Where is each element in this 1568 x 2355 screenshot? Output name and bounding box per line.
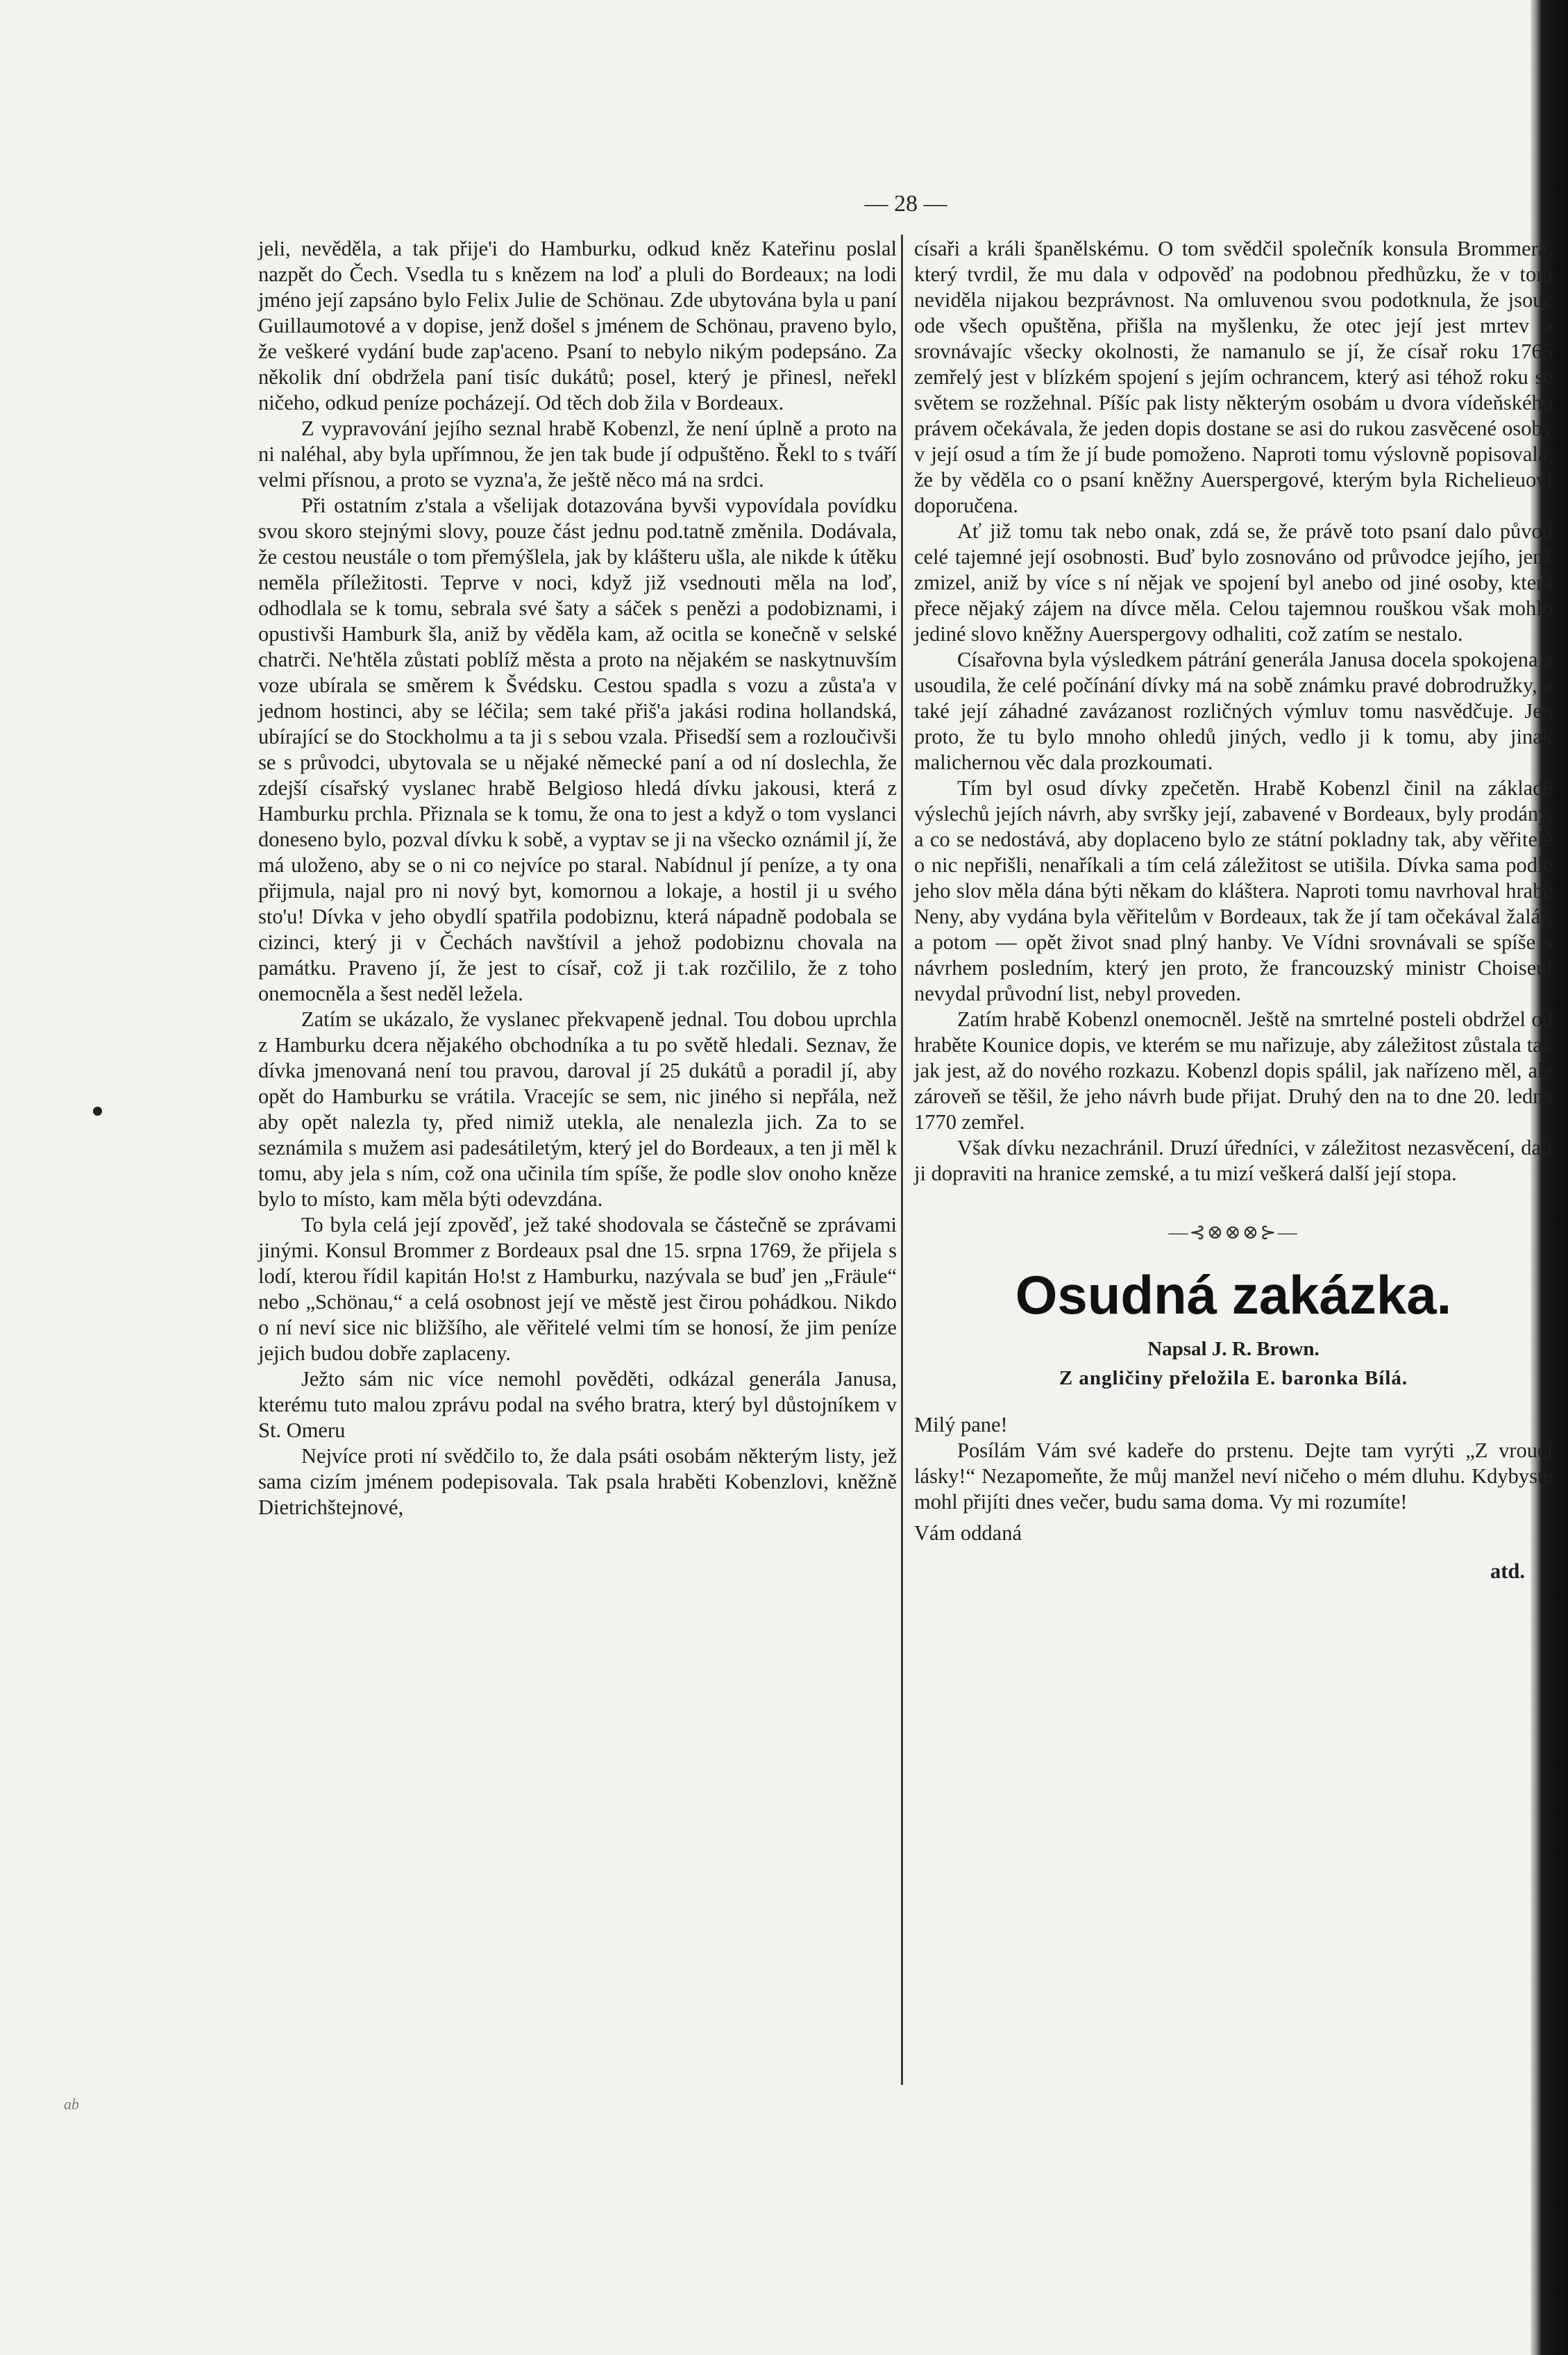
paragraph: císaři a králi španělskému. O tom svědčil společník konsula Brommera, který tvrdil, že mu dala v odpověď na podobnou předhůzku, že v tom neviděla nijakou bezprávnost. Na omluvenou svou podotknula, že jsouc ode všech opuštěna, přišla na myšlenku, že otec její jest mrtev a srovnávajíc všecky okolnosti, že namanulo se jí, že císař roku 1765 zemřelý jest v blízkém spojení s jejím ochrancem, který asi téhož roku se světem se rozžehnal. Píšíc pak listy některým osobám u dvora vídeňského právem očekávala, že jeden dopis dostane se asi do rukou zasvěcené osoby v její osud a tím že jí bude pomoženo. Naproti tomu výslovně popisovala, že by věděla co o psaní kněžny Auerspergové, kterým byla Richelieuovi doporučena. xyxy=(914,237,1553,517)
margin-dot xyxy=(93,1107,102,1116)
section-ornament: —⊰⊗⊗⊗⊱— xyxy=(1168,1222,1299,1243)
byline: Napsal J. R. Brown. xyxy=(1147,1338,1320,1360)
letter-closing: Vám oddaná xyxy=(914,1521,1022,1545)
story-title: Osudná zakázka. xyxy=(1015,1264,1452,1325)
paragraph: Ať již tomu tak nebo onak, zdá se, že právě toto psaní dalo původ celé tajemné její osobnosti. Buď bylo zosnováno od průvodce jejího, jenž zmizel, aniž by více s ní nějak ve spojení byl anebo od jiné osoby, která přece nějaký zájem na dívce měla. Celou tajemnou rouškou však mohlo jediné slovo kněžny Auerspergovy odhaliti, což zatím se nestalo. xyxy=(914,519,1553,646)
right-column xyxy=(914,236,1553,1584)
left-column xyxy=(258,236,897,1520)
paragraph: Však dívku nezachránil. Druzí úředníci, v záležitost nezasvěcení, dali ji dopraviti na hranice zemské, a tu mizí veškerá další její stopa. xyxy=(914,1136,1553,1185)
letter-etc: atd. xyxy=(1490,1559,1525,1583)
translator-credit: Z angličiny přeložila E. baronka Bílá. xyxy=(1059,1367,1408,1389)
page-number: — 28 — xyxy=(864,191,947,217)
paragraph: Při ostatním z'stala a všelijak dotazována byvši vypovídala povídku svou skoro stejnými slovy, pouze část jednu pod.tatně změnila. Dodávala, že cestou neustále o tom přemýšlela, jak by klášteru ušla, ale nikde k útěku neměla příležitosti. Teprve v noci, když již vsednouti měla na loď, odhodlala se k tomu, sebrala své šaty a sáček s penězi a podobiznami, i opustivši Hamburk šla, aniž by věděla kam, až ocitla se konečně v selské chatrči. Ne'htěla zůstati poblíž města a proto na nějakém se naskytnuvším voze ubírala se směrem k Švédsku. Cestou spadla s vozu a zůsta'a v jednom hostinci, aby se léčila; sem také přiš'a jakási rodina hollandská, ubírající se do Stockholmu a ta ji s sebou vzala. Přisedší sem a rozloučivši se s průvodci, ubytovala se u nějaké německé paní a od ní doslechla, že zdejší císařský vyslanec hrabě Belgioso hledá dívku jakousi, která z Hamburku prchla. Přiznala se k tomu, že ona to jest a když o tom vyslanci doneseno bylo, pozval dívku k sobě, a vyptav se ji na všecko oznámil jí, že má uloženo, aby se o ni co nejvíce po staral. Nabídnul jí peníze, a ty ona přijmula, najal pro ni nový byt, komornou a lokaje, a hostil ji u svého sto'u! Dívka v jeho obydlí spatřila podobiznu, která nápadně podobala se cizinci, který ji v Čechách navštívil a jehož podobiznu chovala na památku. Praveno jí, že jest to císař, což ji t.ak rozčililo, že z toho onemocněla a šest neděl ležela. xyxy=(258,494,897,1005)
paragraph: Zatím se ukázalo, že vyslanec překvapeně jednal. Tou dobou uprchla z Hamburku dcera nějakého obchodníka a tu po světě hledali. Seznav, že dívka jmenovaná není tou pravou, daroval jí 25 dukátů a poradil jí, aby opět do Hamburku se vrátila. Vracejíc se sem, nic jiného si nepřála, než aby opět nalezla ty, před nimiž utekla, ale nenalezla jich. Za to se seznámila s mužem asi padesátiletým, který jel do Bordeaux, a ten ji měl k tomu, aby jela s ním, což ona učinila tím spíše, že podle slov onoho kněze bylo to místo, kam měla býti odevzdána. xyxy=(258,1007,897,1211)
paragraph: jeli, nevěděla, a tak přije'i do Hamburku, odkud kněz Kateřinu poslal nazpět do Čech. Vsedla tu s knězem na loď a pluli do Bordeaux; na lodi jméno její zapsáno bylo Felix Julie de Schönau. Zde ubytována byla u paní Guillaumotové a v dopise, jenž došel s jménem de Schönau, praveno bylo, že veškeré vydání bude zap'aceno. Psaní to nebylo nikým podepsáno. Za několik dní obdržela paní tisíc dukátů; posel, který je přinesl, neřekl ničeho, odkud peníze pocházejí. Od těch dob žila v Bordeaux. xyxy=(258,237,897,414)
letter-body: Posílám Vám své kadeře do prstenu. Dejte tam vyrýti „Z vroucí lásky!“ Nezapomeňte, že můj manžel neví ničeho o mém dluhu. Kdybyste mohl přijíti dnes večer, budu sama doma. Vy mi rozumíte! xyxy=(914,1439,1553,1514)
letter-greeting: Milý pane! xyxy=(914,1413,1008,1436)
stray-mark: ab xyxy=(64,2095,79,2113)
paragraph: Z vypravování jejího seznal hrabě Kobenzl, že není úplně a proto na ni naléhal, aby byla upřímnou, že jen tak bude jí odpuštěno. Řekl to s tváří velmi přísnou, a proto se vyzna'a, že ještě něco má na srdci. xyxy=(258,417,897,492)
paragraph: Nejvíce proti ní svědčilo to, že dala psáti osobám některým listy, jež sama cizím jménem podepisovala. Tak psala hraběti Kobenzlovi, kněžně Dietrichštejnové, xyxy=(258,1444,897,1519)
paragraph: Císařovna byla výsledkem pátrání generála Janusa docela spokojena a usoudila, že celé počínání dívky má na sobě známku pravé dobrodružky, a také její záhadné zavázanost rozličných výmluv tomu nasvědčuje. Jen proto, že tu bylo mnoho ohledů jiných, vedlo ji k tomu, aby jinak malichernou věc dala prozkoumati. xyxy=(914,648,1553,774)
paragraph: Tím byl osud dívky zpečetěn. Hrabě Kobenzl činil na základě výslechů jejích návrh, aby svršky její, zabavené v Bordeaux, byly prodány, a co se nedostává, aby doplaceno bylo ze státní pokladny tak, aby věřitelé o nic nepřišli, nenaříkali a tím celá záležitost se utišila. Dívka sama podle jeho slov měla dána býti někam do kláštera. Naproti tomu navrhoval hrabě Neny, aby vydána byla věřitelům v Bordeaux, tak že jí tam očekával žalář, a potom — opět život snad plný hanby. Ve Vídni srovnávali se spíše s návrhem posledním, který jen proto, že francouzský ministr Choiseul nevydal průvodní list, nebyl proveden. xyxy=(914,776,1553,1005)
paragraph: To byla celá její zpověď, jež také shodovala se částečně se zprávami jinými. Konsul Brommer z Bordeaux psal dne 15. srpna 1769, že přijela s lodí, kterou řídil kapitán Ho!st z Hamburku, nazývala se buď jen „Fräule“ nebo „Schönau,“ a celá osobnost její ve městě jest čirou pohádkou. Nikdo o ní neví sice nic bližšího, ale věřitelé velmi tím se honosí, že jim peníze jejich budou dobře zaplaceny. xyxy=(258,1213,897,1365)
paragraph: Ježto sám nic více nemohl pověděti, odkázal generála Janusa, kterému tuto malou zprávu podal na svého bratra, který byl důstojníkem v St. Omeru xyxy=(258,1367,897,1442)
paragraph: Zatím hrabě Kobenzl onemocněl. Ještě na smrtelné posteli obdržel od hraběte Kounice dopis, ve kterém se mu nařizuje, aby záležitost zůstala tak jak jest, až do nového rozkazu. Kobenzl dopis spálil, jak nařízeno měl, ale zároveň se těšil, že jeho návrh bude přijat. Druhý den na to dne 20. ledna 1770 zemřel. xyxy=(914,1007,1553,1134)
column-divider xyxy=(901,235,903,2085)
